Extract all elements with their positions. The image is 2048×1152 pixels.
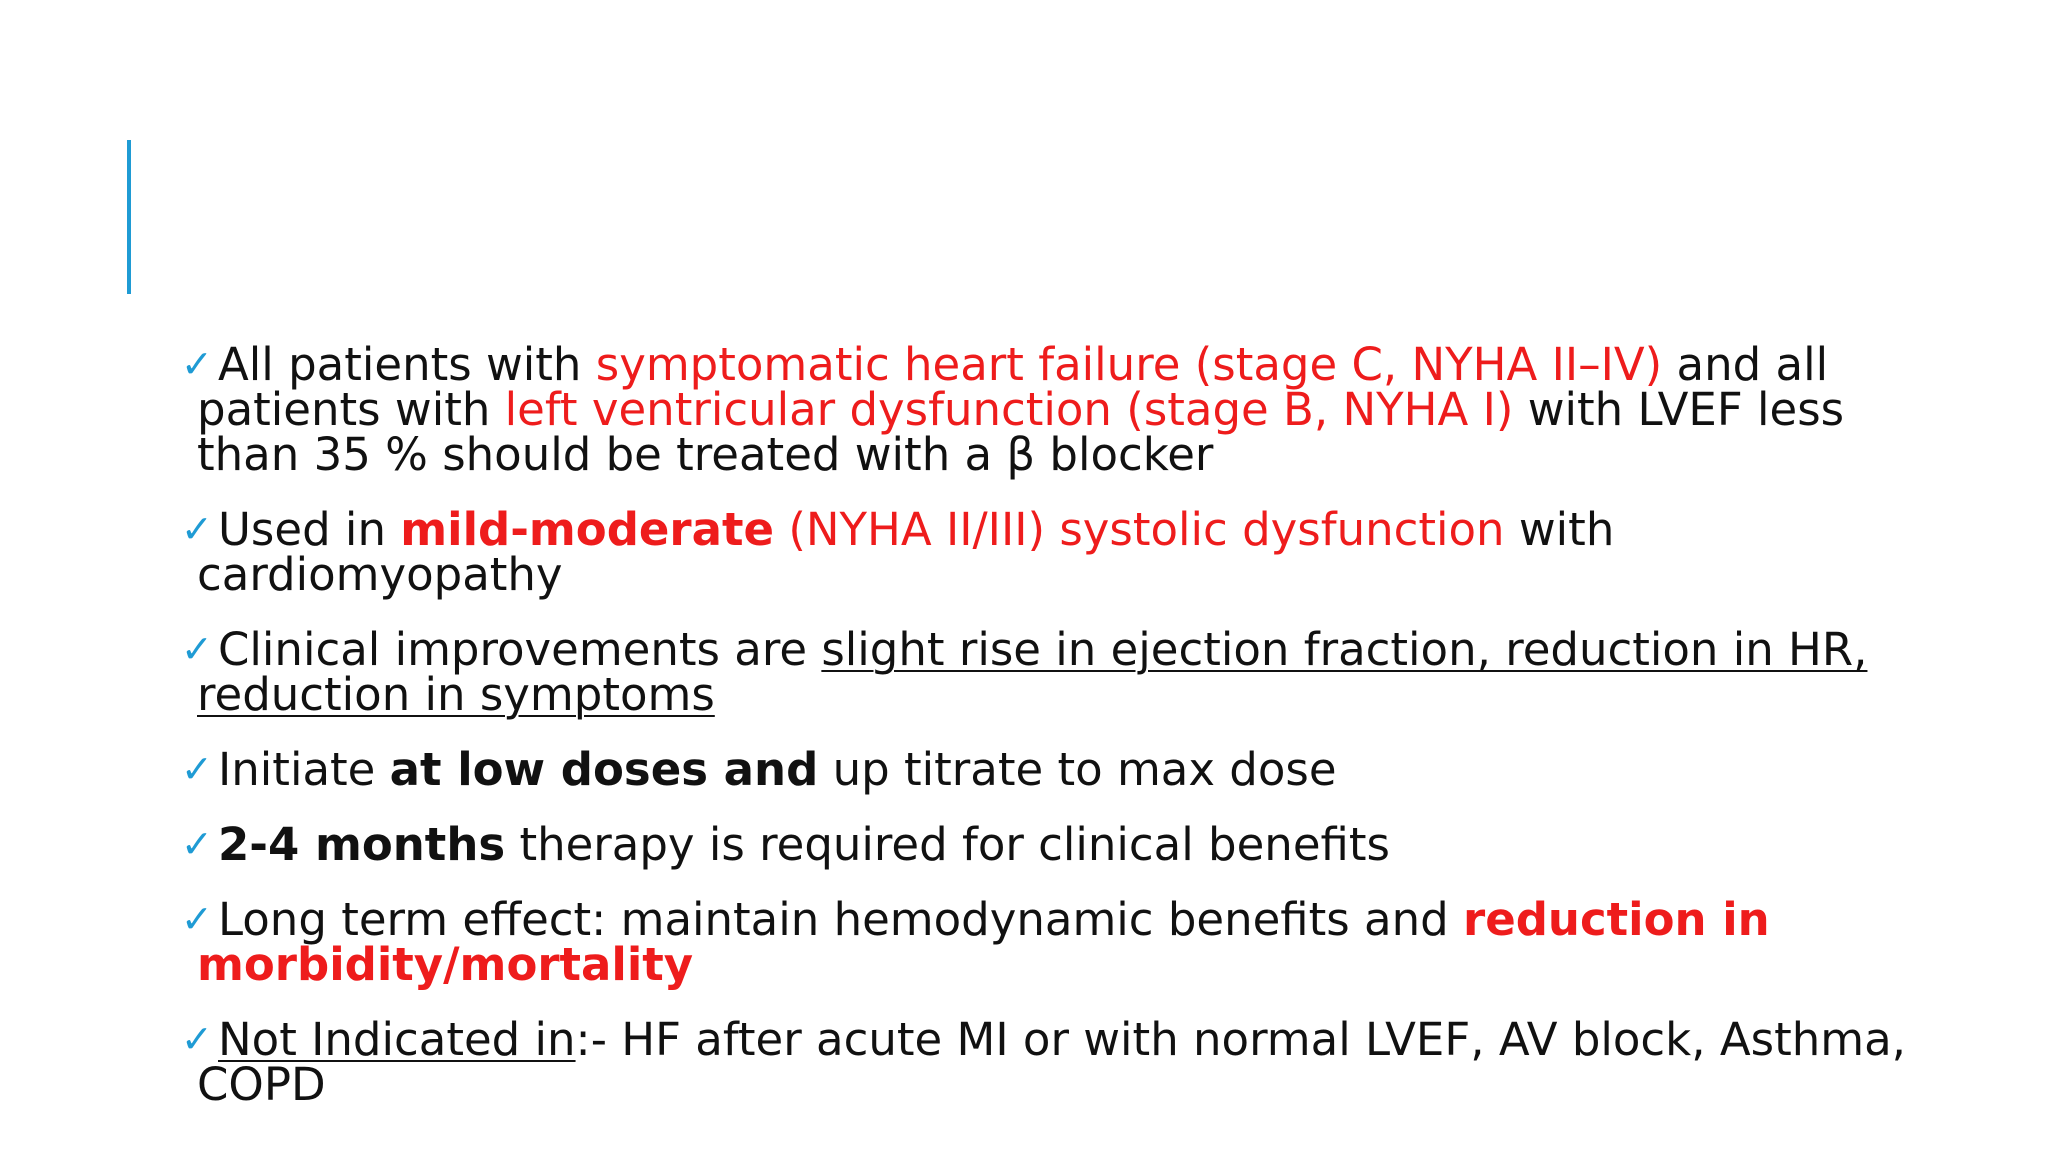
bullet-item xyxy=(181,338,1923,481)
bullet-list xyxy=(181,338,1923,1137)
checkmark-icon: ✓ xyxy=(181,1017,213,1061)
bullet-text-segment: Not Indicated in xyxy=(218,1013,576,1066)
bullet-item xyxy=(181,743,1923,796)
bullet-text-segment: slight rise in ejection fraction, reduction in HR, reduction in symptoms xyxy=(197,623,1868,721)
checkmark-icon: ✓ xyxy=(181,507,213,551)
bullet-text-segment: All patients with xyxy=(218,338,596,391)
bullet-text-segment: 2-4 months xyxy=(218,818,506,871)
bullet-text-segment: (NYHA II/III) systolic dysfunction xyxy=(774,503,1505,556)
checkmark-icon: ✓ xyxy=(181,342,213,386)
bullet-text-segment: with cardiomyopathy xyxy=(197,503,1615,601)
bullet-text-segment: Initiate xyxy=(218,743,390,796)
bullet-text-segment: reduction in morbidity/mortality xyxy=(197,893,1770,991)
checkmark-icon: ✓ xyxy=(181,897,213,941)
bullet-item xyxy=(181,1013,1923,1111)
bullet-text-segment: :- HF after acute MI or with normal LVEF, AV block, Asthma, COPD xyxy=(197,1013,1906,1111)
bullet-text-segment: Used in xyxy=(218,503,401,556)
bullet-text-segment: up titrate to max dose xyxy=(818,743,1337,796)
accent-bar xyxy=(127,140,131,294)
bullet-item xyxy=(181,818,1923,871)
bullet-text-segment: mild-moderate xyxy=(400,503,775,556)
bullet-text-segment: Clinical improvements are xyxy=(218,623,822,676)
bullet-text-segment: and all patients with xyxy=(197,338,1829,436)
bullet-text-segment: with LVEF less than 35 % should be treated with a β blocker xyxy=(197,383,1845,481)
checkmark-icon: ✓ xyxy=(181,627,213,671)
checkmark-icon: ✓ xyxy=(181,747,213,791)
bullet-text-segment: symptomatic heart failure (stage C, NYHA II–IV) xyxy=(595,338,1663,391)
bullet-text-segment: left ventricular dysfunction (stage B, NYHA I) xyxy=(504,383,1514,436)
bullet-text-segment: Long term effect: maintain hemodynamic benefits and xyxy=(218,893,1463,946)
bullet-item xyxy=(181,623,1923,721)
bullet-item xyxy=(181,503,1923,601)
bullet-text-segment: at low doses and xyxy=(389,743,819,796)
checkmark-icon: ✓ xyxy=(181,822,213,866)
bullet-item xyxy=(181,893,1923,991)
bullet-text-segment: therapy is required for clinical benefits xyxy=(505,818,1390,871)
